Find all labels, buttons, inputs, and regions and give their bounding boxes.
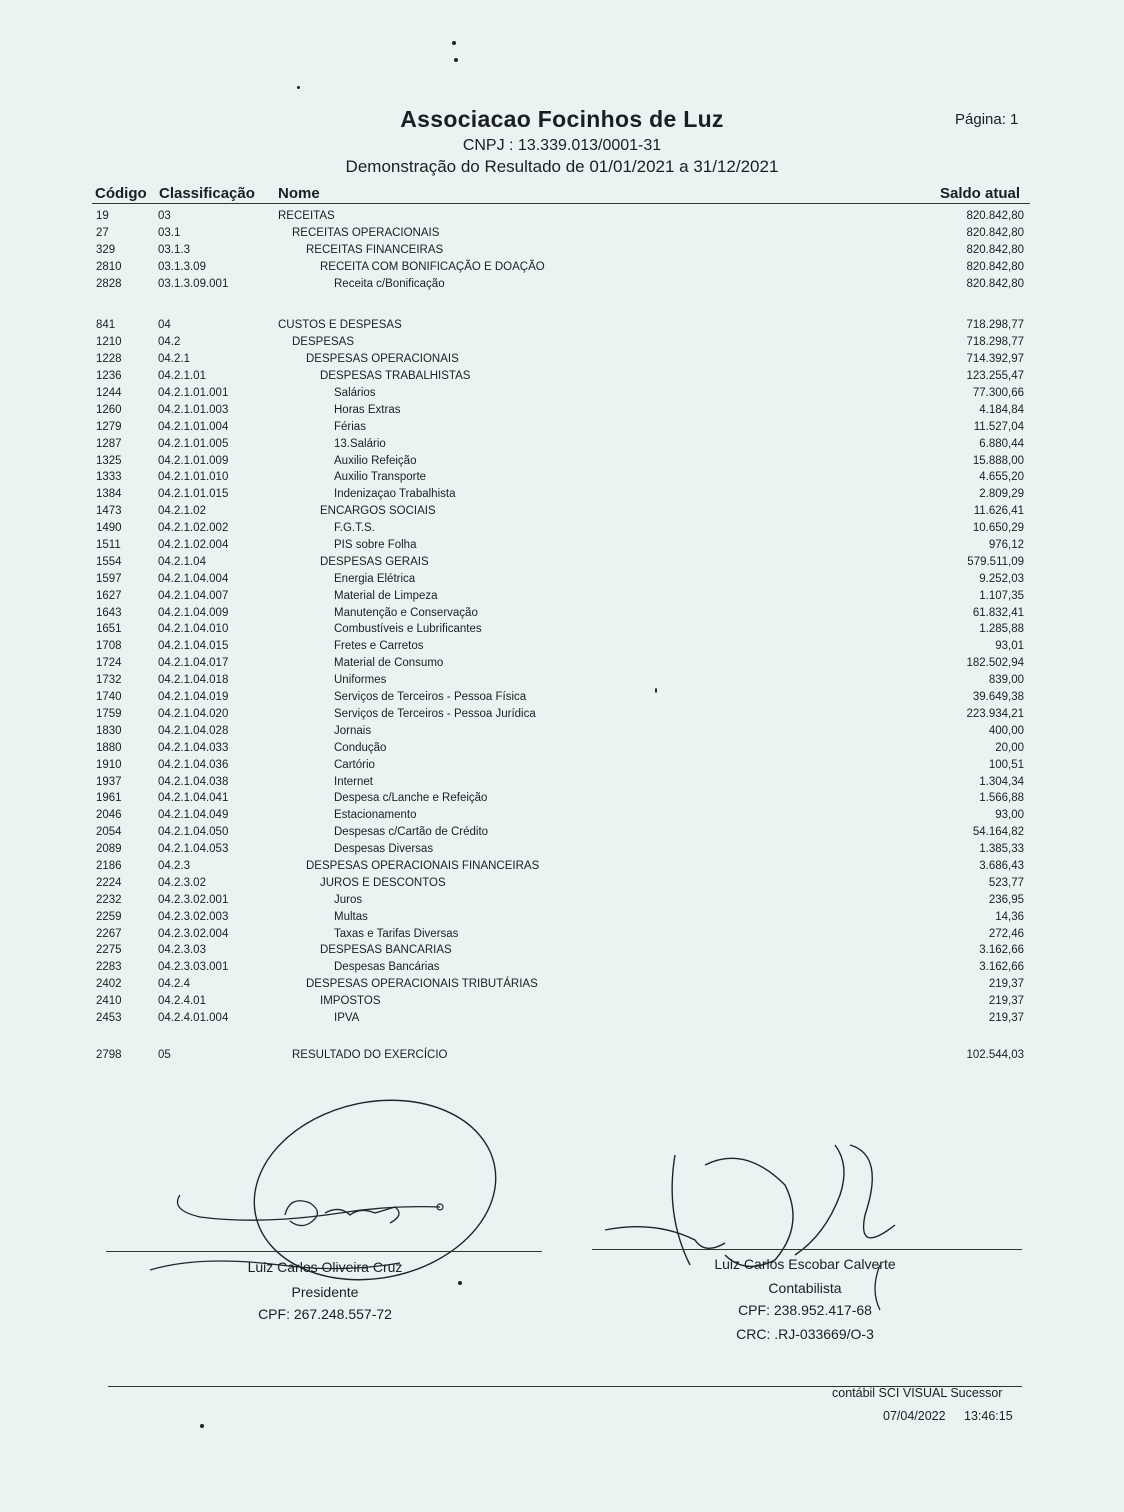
signer-left-cpf: CPF: 267.248.557-72	[258, 1306, 392, 1322]
table-row	[92, 436, 1030, 453]
account-name: Cartório	[334, 758, 375, 771]
account-classification: 04.2.1.02.002	[158, 522, 229, 535]
account-name: Condução	[334, 741, 387, 754]
account-balance: 1.385,33	[979, 843, 1024, 856]
account-code: 2798	[96, 1048, 122, 1061]
account-balance: 39.649,38	[972, 691, 1024, 704]
account-classification: 04.2.1.04.015	[158, 640, 229, 653]
account-balance: 272,46	[988, 927, 1024, 940]
account-classification: 04.2.1.04.020	[158, 707, 229, 720]
account-code: 1279	[96, 420, 122, 433]
account-code: 2810	[96, 260, 122, 273]
account-name: Uniformes	[334, 674, 387, 687]
account-balance: 15.888,00	[972, 454, 1024, 467]
account-balance: 4.184,84	[979, 403, 1024, 416]
account-code: 1210	[96, 336, 122, 349]
account-code: 1880	[96, 741, 122, 754]
table-row	[92, 537, 1030, 554]
account-code: 2186	[96, 859, 122, 872]
account-name: RECEITAS FINANCEIRAS	[306, 243, 444, 256]
account-name: Serviços de Terceiros - Pessoa Física	[334, 691, 527, 704]
account-balance: 20,00	[995, 741, 1024, 754]
account-classification: 04.2.1.04.036	[158, 758, 229, 771]
statement-title: Demonstração do Resultado de 01/01/2021 a 31/12/2021	[345, 157, 779, 176]
signature-line-right	[592, 1249, 1022, 1250]
table-row	[92, 655, 1030, 672]
account-name: Estacionamento	[334, 809, 417, 822]
account-code: 1597	[96, 572, 122, 585]
account-balance: 820.842,80	[966, 243, 1024, 256]
account-name: Salários	[334, 387, 376, 400]
account-name: DESPESAS OPERACIONAIS	[306, 353, 459, 366]
column-header-classification: Classificação	[159, 185, 255, 202]
account-name: Despesas Bancárias	[334, 961, 440, 974]
document-title: Associacao Focinhos de Luz	[400, 106, 724, 132]
account-balance: 1.566,88	[979, 792, 1024, 805]
signature-left-drawing	[140, 1095, 520, 1285]
account-name: DESPESAS OPERACIONAIS TRIBUTÁRIAS	[306, 978, 538, 991]
scan-speck	[458, 1281, 462, 1285]
account-balance: 11.626,41	[973, 505, 1024, 518]
footer-time: 13:46:15	[964, 1409, 1013, 1423]
statement-table	[92, 208, 1030, 1064]
account-classification: 04.2	[158, 336, 181, 349]
account-name: Jornais	[334, 724, 372, 737]
account-classification: 04.2.1.04	[158, 555, 206, 568]
account-code: 2046	[96, 809, 122, 822]
account-classification: 04.2.4	[158, 978, 190, 991]
account-name: PIS sobre Folha	[334, 539, 417, 552]
account-classification: 04.2.1.04.010	[158, 623, 229, 636]
account-balance: 93,00	[995, 809, 1024, 822]
table-row	[92, 858, 1030, 875]
account-classification: 04.2.1.04.050	[158, 826, 229, 839]
table-row	[92, 1010, 1030, 1027]
account-code: 1511	[96, 539, 121, 552]
account-classification: 04.2.1.04.004	[158, 572, 229, 585]
account-code: 1473	[96, 505, 122, 518]
account-classification: 04.2.1.04.019	[158, 691, 229, 704]
table-row	[92, 419, 1030, 436]
table-row	[92, 605, 1030, 622]
account-code: 2453	[96, 1011, 122, 1024]
account-code: 1740	[96, 691, 122, 704]
scan-speck	[454, 58, 458, 62]
account-balance: 820.842,80	[966, 277, 1024, 290]
account-name: Horas Extras	[334, 403, 401, 416]
account-classification: 04.2.4.01.004	[158, 1011, 229, 1024]
account-name: DESPESAS BANCARIAS	[320, 944, 452, 957]
account-classification: 04.2.1.04.041	[158, 792, 229, 805]
column-header-balance: Saldo atual	[940, 185, 1021, 202]
table-row	[92, 807, 1030, 824]
account-code: 2224	[96, 876, 122, 889]
table-row	[92, 774, 1030, 791]
signer-right-name: Luiz Carlos Escobar Calverte	[714, 1256, 896, 1272]
account-classification: 04.2.4.01	[158, 995, 206, 1008]
account-classification: 04.2.1.04.009	[158, 606, 229, 619]
account-code: 1651	[96, 623, 122, 636]
account-code: 1643	[96, 606, 122, 619]
account-code: 2259	[96, 910, 122, 923]
account-balance: 1.285,88	[979, 623, 1024, 636]
account-name: Internet	[334, 775, 373, 788]
account-balance: 77.300,66	[972, 387, 1024, 400]
table-row	[92, 385, 1030, 402]
account-balance: 236,95	[988, 893, 1024, 906]
table-row	[92, 1047, 1030, 1064]
account-balance: 219,37	[988, 978, 1024, 991]
scan-speck	[452, 41, 456, 45]
account-classification: 03	[158, 210, 171, 222]
table-row	[92, 824, 1030, 841]
account-classification: 04.2.1.01.005	[158, 437, 229, 450]
column-header-name: Nome	[278, 185, 320, 202]
table-row	[92, 909, 1030, 926]
account-balance: 61.832,41	[972, 606, 1024, 619]
group-spacer	[92, 1027, 1030, 1047]
account-classification: 03.1.3.09.001	[158, 277, 229, 290]
account-name: RESULTADO DO EXERCÍCIO	[292, 1048, 448, 1061]
account-code: 1759	[96, 707, 122, 720]
account-classification: 03.1.3	[158, 243, 190, 256]
table-row	[92, 723, 1030, 740]
account-balance: 6.880,44	[979, 437, 1024, 450]
cnpj-line: CNPJ : 13.339.013/0001-31	[462, 137, 662, 154]
account-classification: 04.2.3	[158, 859, 190, 872]
account-name: DESPESAS TRABALHISTAS	[320, 370, 471, 383]
account-name: F.G.T.S.	[334, 522, 375, 535]
account-name: Material de Consumo	[334, 657, 444, 670]
table-row	[92, 942, 1030, 959]
signer-right-crc: CRC: .RJ-033669/O-3	[736, 1326, 874, 1342]
table-row	[92, 469, 1030, 486]
table-row	[92, 588, 1030, 605]
account-code: 2267	[96, 927, 122, 940]
account-balance: 976,12	[988, 539, 1024, 552]
account-code: 1260	[96, 403, 122, 416]
header-rule	[92, 203, 1030, 204]
signature-line-left	[106, 1251, 542, 1252]
account-classification: 04.2.1.04.017	[158, 657, 229, 670]
account-code: 2232	[96, 893, 122, 906]
account-classification: 04.2.3.02	[158, 876, 206, 889]
table-row	[92, 892, 1030, 909]
account-code: 1830	[96, 724, 122, 737]
account-name: Despesa c/Lanche e Refeição	[334, 792, 488, 805]
table-row	[92, 740, 1030, 757]
table-row	[92, 259, 1030, 276]
account-name: Despesas c/Cartão de Crédito	[334, 826, 489, 839]
account-name: CUSTOS E DESPESAS	[278, 319, 402, 332]
account-balance: 219,37	[988, 1011, 1024, 1024]
account-name: Receita c/Bonificação	[334, 277, 445, 290]
account-code: 2410	[96, 995, 122, 1008]
account-name: Indenizaçao Trabalhista	[334, 488, 456, 501]
account-name: ENCARGOS SOCIAIS	[320, 505, 436, 518]
account-classification: 04.2.1.04.028	[158, 724, 229, 737]
table-row	[92, 875, 1030, 892]
table-row	[92, 689, 1030, 706]
account-classification: 05	[158, 1048, 171, 1061]
table-row	[92, 453, 1030, 470]
account-classification: 04.2.1.04.007	[158, 589, 229, 602]
account-balance: 579.511,09	[967, 555, 1024, 568]
account-name: JUROS E DESCONTOS	[320, 876, 446, 889]
signer-right-role: Contabilista	[768, 1280, 842, 1296]
signer-left-role: Presidente	[291, 1284, 359, 1300]
table-row	[92, 486, 1030, 503]
account-name: RECEITAS	[278, 210, 335, 222]
table-row	[92, 225, 1030, 242]
account-balance: 839,00	[988, 674, 1024, 687]
account-classification: 04.2.1.01.009	[158, 454, 229, 467]
account-name: Auxilio Transporte	[334, 471, 427, 484]
table-row	[92, 503, 1030, 520]
table-row	[92, 706, 1030, 723]
account-name: Combustíveis e Lubrificantes	[334, 623, 482, 636]
scan-speck	[655, 688, 657, 693]
account-code: 2054	[96, 826, 122, 839]
account-code: 19	[96, 210, 109, 222]
account-code: 1333	[96, 471, 122, 484]
account-balance: 102.544,03	[966, 1048, 1024, 1061]
account-classification: 03.1.3.09	[158, 260, 206, 273]
account-balance: 3.686,43	[979, 859, 1024, 872]
account-code: 2275	[96, 944, 122, 957]
table-row	[92, 959, 1030, 976]
account-name: Taxas e Tarifas Diversas	[334, 927, 459, 940]
account-classification: 04.2.1.01.001	[158, 387, 229, 400]
table-row	[92, 672, 1030, 689]
account-name: Energia Elétrica	[334, 572, 416, 585]
account-balance: 1.304,34	[979, 775, 1024, 788]
account-code: 2283	[96, 961, 122, 974]
account-classification: 04.2.3.02.001	[158, 893, 229, 906]
account-balance: 100,51	[988, 758, 1024, 771]
account-classification: 04.2.3.03	[158, 944, 206, 957]
account-balance: 10.650,29	[972, 522, 1024, 535]
table-row	[92, 926, 1030, 943]
account-classification: 04.2.1.01.010	[158, 471, 229, 484]
account-name: 13.Salário	[334, 437, 386, 450]
table-row	[92, 571, 1030, 588]
account-code: 2828	[96, 277, 122, 290]
account-code: 1384	[96, 488, 122, 501]
table-row	[92, 638, 1030, 655]
signer-right-cpf: CPF: 238.952.417-68	[738, 1302, 872, 1318]
table-row	[92, 368, 1030, 385]
account-classification: 04.2.3.02.003	[158, 910, 229, 923]
account-code: 1228	[96, 353, 122, 366]
account-name: Juros	[334, 893, 363, 906]
account-classification: 04.2.1.01	[158, 370, 206, 383]
account-code: 1910	[96, 758, 122, 771]
table-row	[92, 757, 1030, 774]
table-row	[92, 242, 1030, 259]
account-balance: 11.527,04	[973, 420, 1024, 433]
account-balance: 9.252,03	[979, 572, 1024, 585]
account-balance: 718.298,77	[966, 336, 1024, 349]
account-classification: 04.2.3.03.001	[158, 961, 229, 974]
account-code: 841	[96, 319, 116, 332]
account-balance: 820.842,80	[966, 210, 1024, 222]
account-name: Material de Limpeza	[334, 589, 438, 602]
account-name: DESPESAS OPERACIONAIS FINANCEIRAS	[306, 859, 540, 872]
account-name: Serviços de Terceiros - Pessoa Jurídica	[334, 707, 536, 720]
account-code: 2402	[96, 978, 122, 991]
account-balance: 820.842,80	[966, 260, 1024, 273]
account-balance: 14,36	[995, 910, 1024, 923]
account-code: 1937	[96, 775, 122, 788]
table-row	[92, 621, 1030, 638]
table-row	[92, 402, 1030, 419]
account-classification: 04.2.1.04.049	[158, 809, 229, 822]
table-row	[92, 976, 1030, 993]
account-balance: 820.842,80	[966, 226, 1024, 239]
account-balance: 219,37	[988, 995, 1024, 1008]
account-balance: 718.298,77	[966, 319, 1024, 332]
account-balance: 123.255,47	[966, 370, 1024, 383]
table-row	[92, 351, 1030, 368]
table-row	[92, 334, 1030, 351]
account-name: Férias	[334, 420, 366, 433]
account-classification: 04.2.1.04.033	[158, 741, 229, 754]
account-name: DESPESAS	[292, 336, 354, 349]
account-code: 329	[96, 243, 116, 256]
account-name: Despesas Diversas	[334, 843, 434, 856]
table-row	[92, 276, 1030, 293]
account-classification: 04.2.1.01.004	[158, 420, 229, 433]
account-name: Manutenção e Conservação	[334, 606, 478, 619]
account-code: 1732	[96, 674, 122, 687]
account-name: RECEITA COM BONIFICAÇÃO E DOAÇÃO	[320, 260, 545, 273]
account-name: Fretes e Carretos	[334, 640, 424, 653]
account-code: 1236	[96, 370, 122, 383]
account-name: DESPESAS GERAIS	[320, 555, 429, 568]
account-balance: 4.655,20	[979, 471, 1024, 484]
account-balance: 223.934,21	[966, 707, 1024, 720]
account-balance: 400,00	[988, 724, 1024, 737]
scan-speck	[200, 1424, 204, 1428]
account-classification: 04	[158, 319, 171, 332]
account-balance: 714.392,97	[966, 353, 1024, 366]
table-row	[92, 520, 1030, 537]
account-balance: 1.107,35	[979, 589, 1024, 602]
account-code: 1627	[96, 589, 122, 602]
account-balance: 3.162,66	[979, 961, 1024, 974]
scan-speck	[297, 86, 300, 89]
account-classification: 04.2.3.02.004	[158, 927, 229, 940]
page-number: Página: 1	[955, 111, 1019, 128]
account-classification: 04.2.1.04.018	[158, 674, 229, 687]
account-classification: 04.2.1	[158, 353, 190, 366]
account-code: 27	[96, 226, 109, 239]
account-code: 1724	[96, 657, 122, 670]
account-classification: 04.2.1.02.004	[158, 539, 229, 552]
column-header-code: Código	[95, 185, 147, 202]
table-row	[92, 317, 1030, 334]
table-row	[92, 208, 1030, 225]
footer-date: 07/04/2022	[883, 1409, 946, 1423]
table-row	[92, 554, 1030, 571]
account-code: 1708	[96, 640, 122, 653]
account-code: 1961	[96, 792, 122, 805]
account-classification: 04.2.1.04.038	[158, 775, 229, 788]
account-classification: 04.2.1.01.015	[158, 488, 229, 501]
account-code: 1325	[96, 454, 122, 467]
account-code: 1554	[96, 555, 122, 568]
account-classification: 04.2.1.01.003	[158, 403, 229, 416]
account-classification: 03.1	[158, 226, 181, 239]
account-code: 1244	[96, 387, 122, 400]
signer-left-name: Luiz Carlos Oliveira Cruz	[247, 1259, 403, 1275]
account-classification: 04.2.1.02	[158, 505, 206, 518]
account-balance: 2.809,29	[979, 488, 1024, 501]
account-balance: 182.502,94	[966, 657, 1024, 670]
table-row	[92, 790, 1030, 807]
table-row	[92, 841, 1030, 858]
account-name: Multas	[334, 910, 368, 923]
account-balance: 523,77	[988, 876, 1024, 889]
account-name: IPVA	[334, 1011, 360, 1024]
account-classification: 04.2.1.04.053	[158, 843, 229, 856]
account-name: RECEITAS OPERACIONAIS	[292, 226, 440, 239]
group-spacer	[92, 292, 1030, 317]
account-code: 2089	[96, 843, 122, 856]
account-code: 1490	[96, 522, 122, 535]
account-code: 1287	[96, 437, 122, 450]
account-balance: 3.162,66	[979, 944, 1024, 957]
footer-system: contábil SCI VISUAL Sucessor	[832, 1386, 1003, 1400]
account-name: Auxilio Refeição	[334, 454, 417, 467]
account-name: IMPOSTOS	[320, 995, 381, 1008]
table-row	[92, 993, 1030, 1010]
account-balance: 93,01	[995, 640, 1024, 653]
account-balance: 54.164,82	[972, 826, 1024, 839]
